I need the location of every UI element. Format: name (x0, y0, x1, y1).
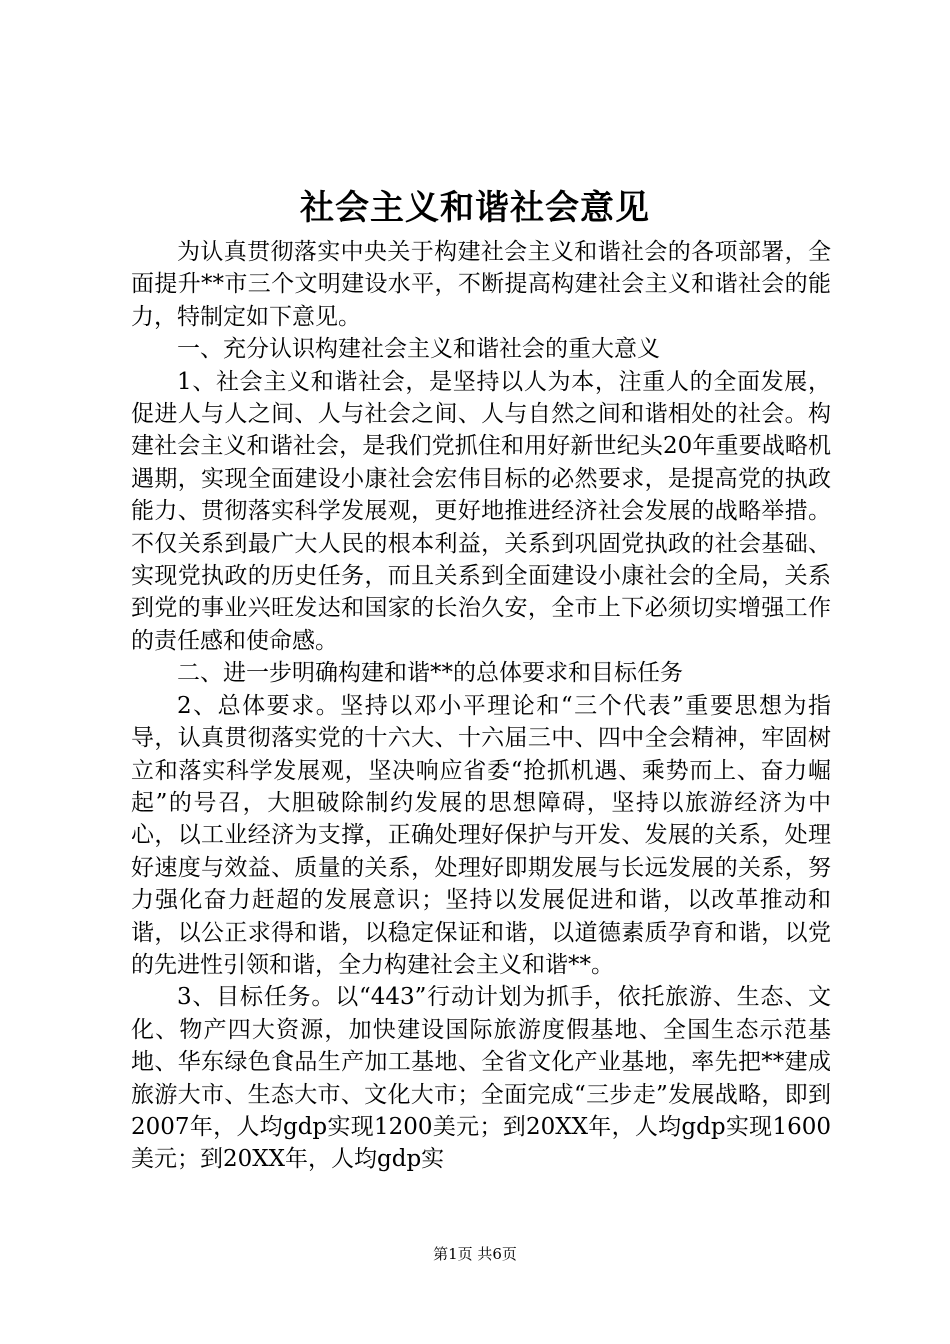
section-heading-2: 二、进一步明确构建和谐**的总体要求和目标任务 (177, 660, 683, 687)
paragraph-1: 1、社会主义和谐社会，是坚持以人为本，注重人的全面发展，促进人与人之间、人与社会之间、人与自然之间和谐相处的社会。构建社会主义和谐社会，是我们党抓住和用好新世纪头20年重要战略机遇期，实现全面建设小康社会宏伟目标的必然要求，是提高党的执政能力、贯彻落实科学发展观，更好地推进经济社会发展的战略举措。不仅关系到最广大人民的根本利益，关系到巩固党执政的社会基础、实现党执政的历史任务，而且关系到全面建设小康社会的全局，关系到党的事业兴旺发达和国家的长治久安，全市上下必须切实增强工作的责任感和使命感。 (131, 368, 831, 654)
paragraph-intro: 为认真贯彻落实中央关于构建社会主义和谐社会的各项部署，全面提升**市三个文明建设水平，不断提高构建社会主义和谐社会的能力，特制定如下意见。 (131, 239, 831, 330)
section-heading-1: 一、充分认识构建社会主义和谐社会的重大意义 (177, 336, 660, 363)
paragraph-2: 2、总体要求。坚持以邓小平理论和“三个代表”重要思想为指导，认真贯彻落实党的十六大、十六届三中、四中全会精神，牢固树立和落实科学发展观，坚决响应省委“抢抓机遇、乘势而上、奋力崛起”的号召，大胆破除制约发展的思想障碍，坚持以旅游经济为中心，以工业经济为支撑，正确处理好保护与开发、发展的关系，处理好速度与效益、质量的关系，处理好即期发展与长远发展的关系，努力强化奋力赶超的发展意识；坚持以发展促进和谐，以改革推动和谐，以公正求得和谐，以稳定保证和谐，以道德素质孕育和谐，以党的先进性引领和谐，全力构建社会主义和谐**。 (131, 692, 831, 978)
page-number-footer: 第1页 共6页 (433, 1245, 517, 1263)
document-title: 社会主义和谐社会意见 (300, 188, 650, 228)
paragraph-3: 3、目标任务。以“443”行动计划为抓手，依托旅游、生态、文化、物产四大资源，加快建设国际旅游度假基地、全国生态示范基地、华东绿色食品生产加工基地、全省文化产业基地，率先把**建成旅游大市、生态大市、文化大市；全面完成“三步走”发展战略，即到2007年，人均gdp实现1200美元；到20XX年，人均gdp实现1600美元；到20XX年，人均gdp实 (131, 984, 831, 1173)
document-body (131, 236, 831, 1176)
